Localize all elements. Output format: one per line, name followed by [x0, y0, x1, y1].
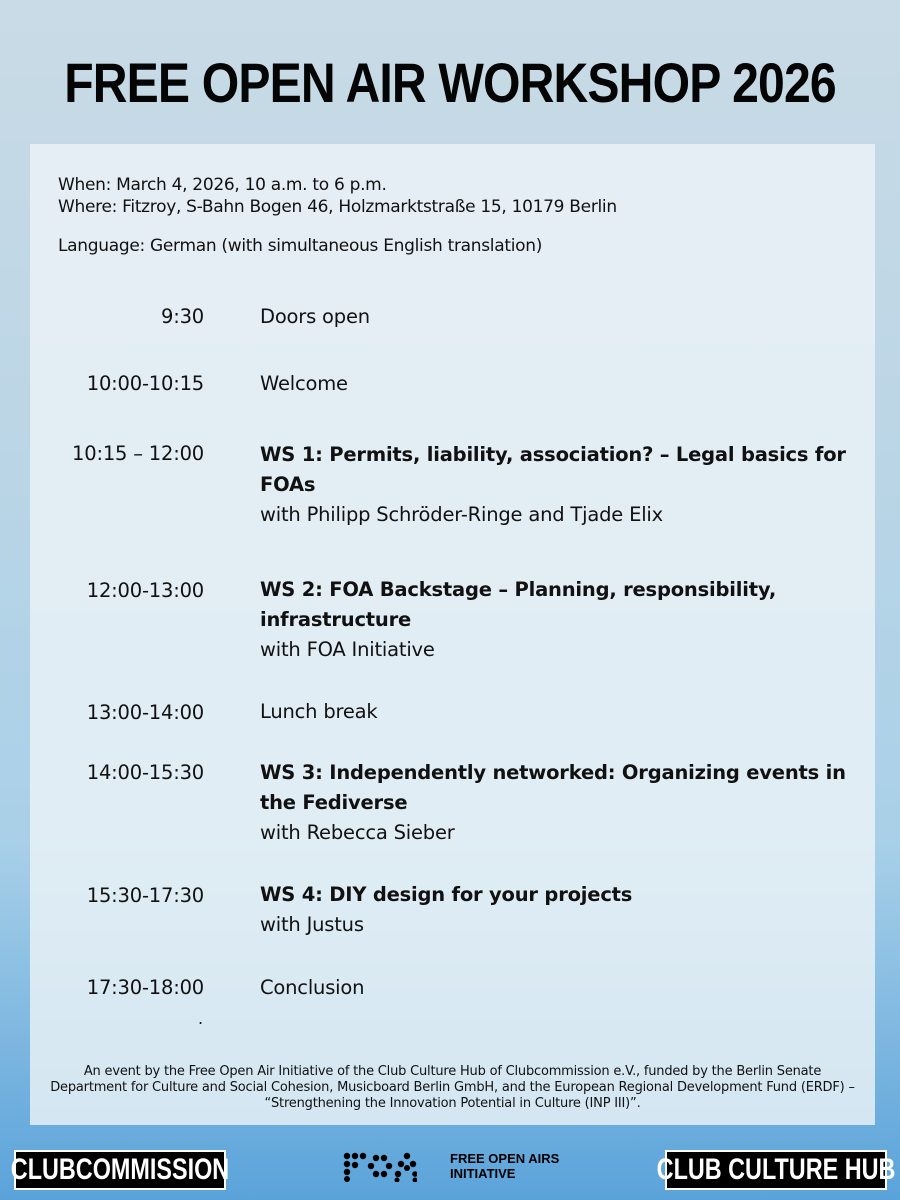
schedule-time: 17:30-18:00 [86, 976, 204, 999]
club-culture-hub-logo [656, 1150, 896, 1190]
clubcommission-logo-text: CLUBCOMMISSION [10, 1153, 230, 1186]
schedule-item [260, 302, 850, 332]
schedule-title: Doors open [260, 305, 370, 328]
workshop-title: WS 1: Permits, liability, association? – Legal basics for FOAs [260, 443, 846, 496]
schedule-time: 12:00-13:00 [86, 579, 204, 602]
event-where: Where: Fitzroy, S-Bahn Bogen 46, Holzmarktstraße 15, 10179 Berlin [58, 197, 617, 217]
schedule-item [260, 369, 850, 399]
event-language: Language: German (with simultaneous English translation) [58, 236, 543, 256]
workshop-hosts: with Justus [260, 913, 364, 936]
schedule-time: 9:30 [161, 305, 204, 328]
foa-text-line1: FREE OPEN AIRS [450, 1151, 560, 1166]
trailing-dot: . [198, 1009, 204, 1028]
workshop-title: WS 3: Independently networked: Organizing events in the Fediverse [260, 761, 846, 814]
schedule-time: 14:00-15:30 [86, 761, 204, 784]
club-culture-hub-logo-text: CLUB CULTURE HUB [656, 1153, 896, 1186]
schedule-time: 15:30-17:30 [86, 884, 204, 907]
schedule-title: Lunch break [260, 700, 378, 723]
schedule-time: 13:00-14:00 [86, 701, 204, 724]
schedule-item [260, 973, 850, 1003]
foa-initiative-logo-text [450, 1151, 559, 1181]
event-when: When: March 4, 2026, 10 a.m. to 6 p.m. [58, 175, 387, 195]
schedule-item [260, 758, 850, 848]
workshop-hosts: with Rebecca Sieber [260, 821, 455, 844]
schedule-item [260, 575, 850, 665]
clubcommission-logo [10, 1150, 230, 1190]
workshop-hosts: with FOA Initiative [260, 638, 435, 661]
schedule-time: 10:15 – 12:00 [72, 442, 204, 465]
workshop-hosts: with Philipp Schröder-Ringe and Tjade Elix [260, 503, 663, 526]
schedule-title: Conclusion [260, 976, 365, 999]
page-title: FREE OPEN AIR WORKSHOP 2026 [64, 51, 836, 114]
schedule-time: 10:00-10:15 [86, 372, 204, 395]
foa-text-line2: INITIATIVE [450, 1166, 516, 1181]
content-panel [30, 144, 875, 1125]
workshop-title: WS 4: DIY design for your projects [260, 883, 633, 906]
funding-note: An event by the Free Open Air Initiative of the Club Culture Hub of Clubcommission e.V., funded by the Berlin Senate Department for Culture and Social Cohesion, Musicboard Berlin GmbH, and the European Regional Development Fund (ERDF) – “Strengthening the Innovation Potential in Culture (INP III)”. [50, 1064, 855, 1111]
foa-logo-icon [343, 1152, 417, 1182]
schedule-item [260, 697, 850, 727]
workshop-title: WS 2: FOA Backstage – Planning, responsibility, infrastructure [260, 578, 777, 631]
schedule-item [260, 440, 850, 530]
schedule-title: Welcome [260, 372, 348, 395]
schedule-item [260, 880, 850, 940]
